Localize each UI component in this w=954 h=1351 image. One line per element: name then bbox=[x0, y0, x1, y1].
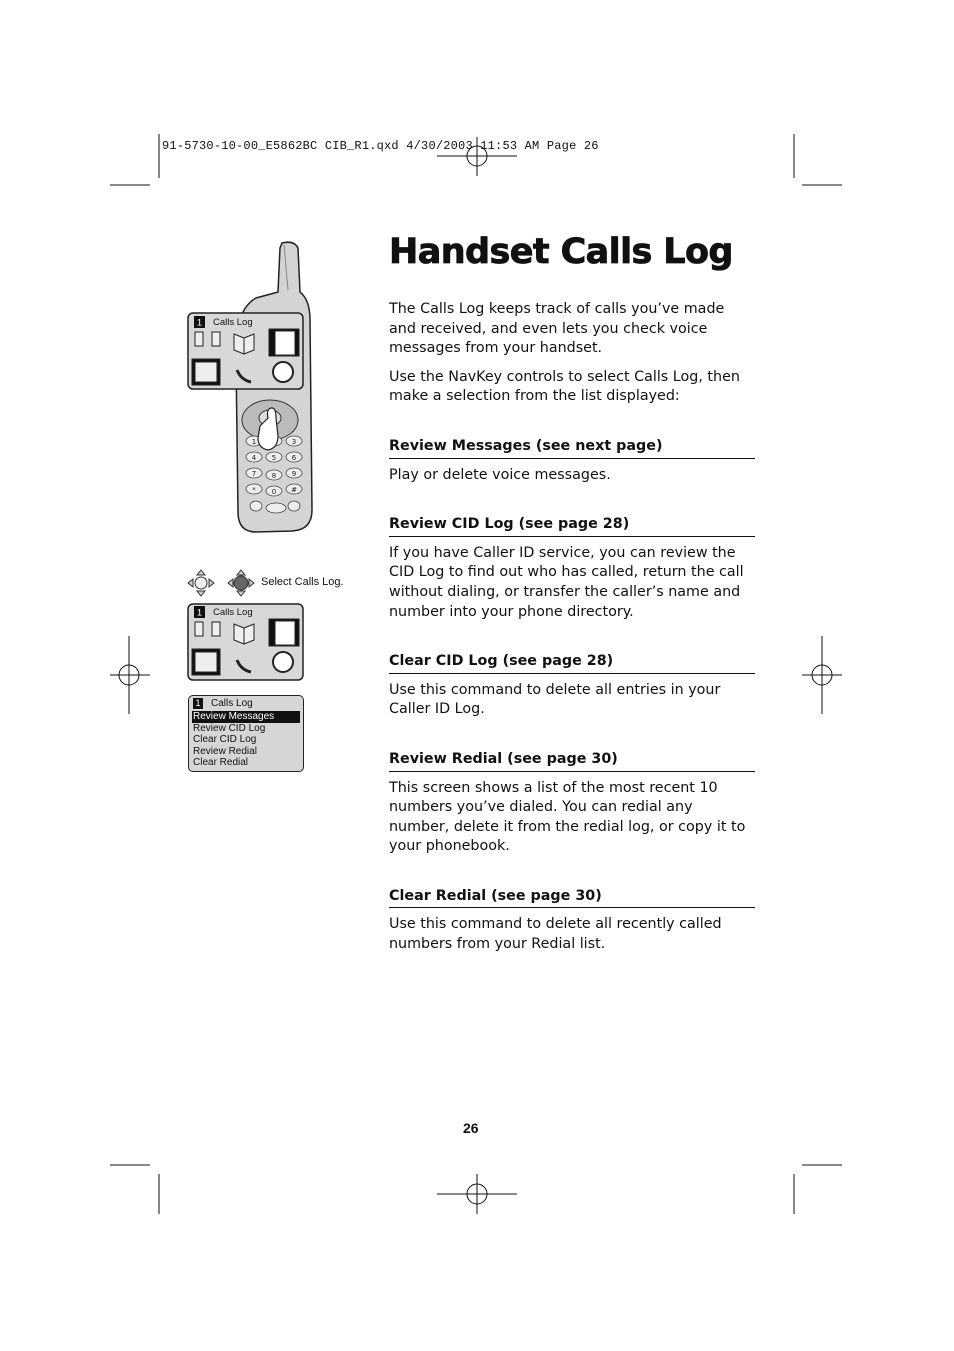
menu-item-review-cid-log[interactable]: Review CID Log bbox=[193, 722, 266, 734]
key-star: * bbox=[252, 486, 256, 494]
key-5: 5 bbox=[271, 454, 277, 462]
section-heading-review-messages: Review Messages (see next page) bbox=[389, 437, 755, 459]
print-slug: 91-5730-10-00_E5862BC CIB_R1.qxd 4/30/2003 11:53 AM Page 26 bbox=[162, 139, 599, 153]
calls-log-screen-1 bbox=[187, 312, 305, 392]
section-body-review-cid-log: If you have Caller ID service, you can review the CID Log to find out who has called, return the call without dialing, or transfer the caller’s name and number into your phone directory. bbox=[389, 544, 744, 620]
menu-item-clear-redial[interactable]: Clear Redial bbox=[193, 757, 249, 768]
key-0: 0 bbox=[271, 488, 277, 496]
screen-number: 1 bbox=[196, 607, 203, 618]
body-column bbox=[389, 300, 755, 955]
screen-title: Calls Log bbox=[213, 607, 253, 618]
screen-number: 1 bbox=[193, 698, 203, 709]
section-body-clear-redial: Use this command to delete all recently called numbers from your Redial list. bbox=[389, 916, 722, 953]
screen-title: Calls Log bbox=[211, 698, 253, 709]
select-calls-log-hint: Select Calls Log. bbox=[261, 576, 344, 588]
page-number: 26 bbox=[463, 1120, 479, 1136]
section-body-review-messages: Play or delete voice messages. bbox=[389, 466, 611, 483]
screen-title: Calls Log bbox=[213, 317, 253, 328]
key-7: 7 bbox=[251, 470, 257, 478]
section-body-clear-cid-log: Use this command to delete all entries in your Caller ID Log. bbox=[389, 681, 721, 718]
section-heading-clear-cid-log: Clear CID Log (see page 28) bbox=[389, 652, 755, 674]
navkey-icons bbox=[186, 568, 258, 598]
calls-log-screen-2 bbox=[187, 603, 305, 683]
intro-paragraph-2: Use the NavKey controls to select Calls Log, then make a selection from the list displayed: bbox=[389, 368, 740, 405]
menu-item-review-messages[interactable]: Review Messages bbox=[192, 711, 300, 723]
navkey-select-icon bbox=[228, 570, 254, 596]
key-8: 8 bbox=[271, 472, 277, 480]
section-heading-review-redial: Review Redial (see page 30) bbox=[389, 750, 755, 772]
key-1: 1 bbox=[251, 438, 257, 446]
key-9: 9 bbox=[291, 470, 297, 478]
menu-item-review-redial[interactable]: Review Redial bbox=[193, 745, 257, 757]
section-heading-review-cid-log: Review CID Log (see page 28) bbox=[389, 515, 755, 537]
key-6: 6 bbox=[291, 454, 297, 462]
intro-paragraph-1: The Calls Log keeps track of calls you’ve made and received, and even lets you check voice messages from your handset. bbox=[389, 301, 725, 357]
key-hash: # bbox=[291, 486, 297, 494]
menu-item-clear-cid-log[interactable]: Clear CID Log bbox=[193, 734, 257, 745]
screen-number: 1 bbox=[196, 317, 203, 328]
key-4: 4 bbox=[251, 454, 257, 462]
section-body-review-redial: This screen shows a list of the most recent 10 numbers you’ve dialed. You can redial any number, delete it from the redial log, or copy it to your phonebook. bbox=[389, 779, 746, 855]
key-3: 3 bbox=[291, 438, 297, 446]
calls-log-menu-screen bbox=[188, 695, 304, 772]
page-title: Handset Calls Log bbox=[389, 232, 733, 272]
section-heading-clear-redial: Clear Redial (see page 30) bbox=[389, 887, 755, 909]
navkey-icon bbox=[188, 570, 214, 596]
